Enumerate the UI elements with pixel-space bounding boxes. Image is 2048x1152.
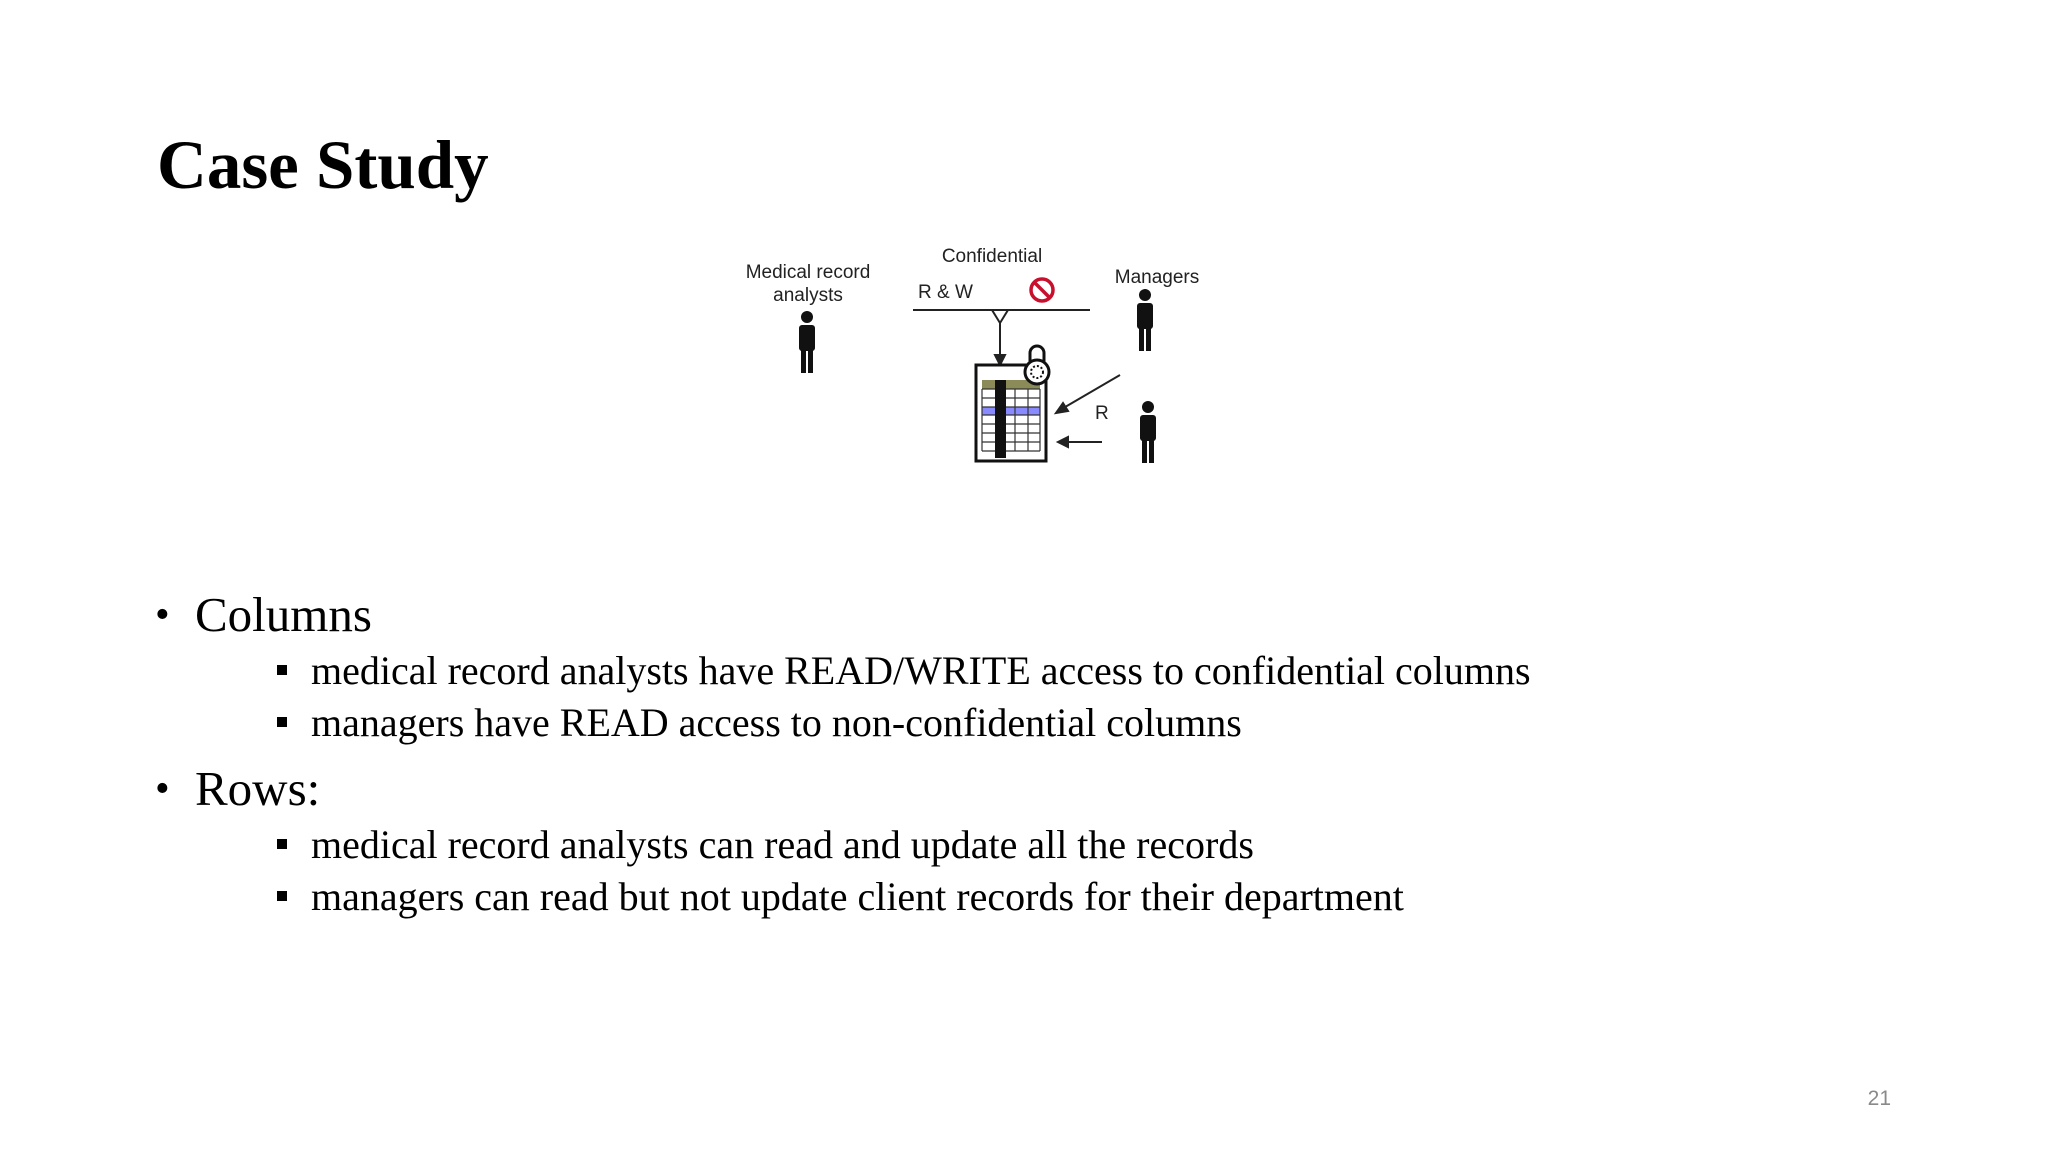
square-bullet-icon	[277, 839, 287, 849]
square-bullet-icon	[277, 891, 287, 901]
sub-bullet	[195, 645, 1531, 697]
bullet-text: Rows:	[195, 761, 321, 816]
prohibited-icon	[1031, 279, 1053, 301]
access-diagram	[730, 235, 1230, 495]
sub-bullet	[195, 697, 1531, 749]
bullet-dot: •	[155, 592, 170, 638]
bullet-text: Columns	[195, 587, 372, 642]
confidential-bracket	[913, 310, 1090, 365]
manager-person-icon-2	[1140, 401, 1156, 463]
lock-icon	[1025, 346, 1049, 384]
sub-bullet-list	[195, 819, 1531, 923]
sub-bullet-list	[195, 645, 1531, 749]
bullet-columns	[155, 585, 1531, 749]
slide-title: Case Study	[157, 127, 489, 203]
analysts-label-line2: analysts	[773, 285, 843, 306]
confidential-label: Confidential	[941, 246, 1043, 267]
r-label: R	[1095, 403, 1109, 424]
sub-bullet	[195, 871, 1531, 923]
sub-bullet-text: medical record analysts can read and update all the records	[311, 822, 1254, 867]
sub-bullet-text: managers have READ access to non-confidential columns	[311, 700, 1242, 745]
bullet-rows	[155, 759, 1531, 923]
bullet-list	[155, 585, 1531, 923]
sub-bullet-text: managers can read but not update client records for their department	[311, 874, 1404, 919]
square-bullet-icon	[277, 665, 287, 675]
bullet-dot: •	[155, 766, 170, 812]
analysts-label-line1: Medical record	[745, 262, 871, 283]
analyst-person-icon	[799, 311, 815, 373]
page-number: 21	[1867, 1087, 1891, 1110]
managers-label: Managers	[1114, 267, 1200, 288]
sub-bullet-text: medical record analysts have READ/WRITE access to confidential columns	[311, 648, 1531, 693]
manager-person-icon-1	[1137, 289, 1153, 351]
sub-bullet	[195, 819, 1531, 871]
read-arrows	[1056, 375, 1120, 447]
square-bullet-icon	[277, 717, 287, 727]
rw-label: R & W	[918, 282, 973, 303]
